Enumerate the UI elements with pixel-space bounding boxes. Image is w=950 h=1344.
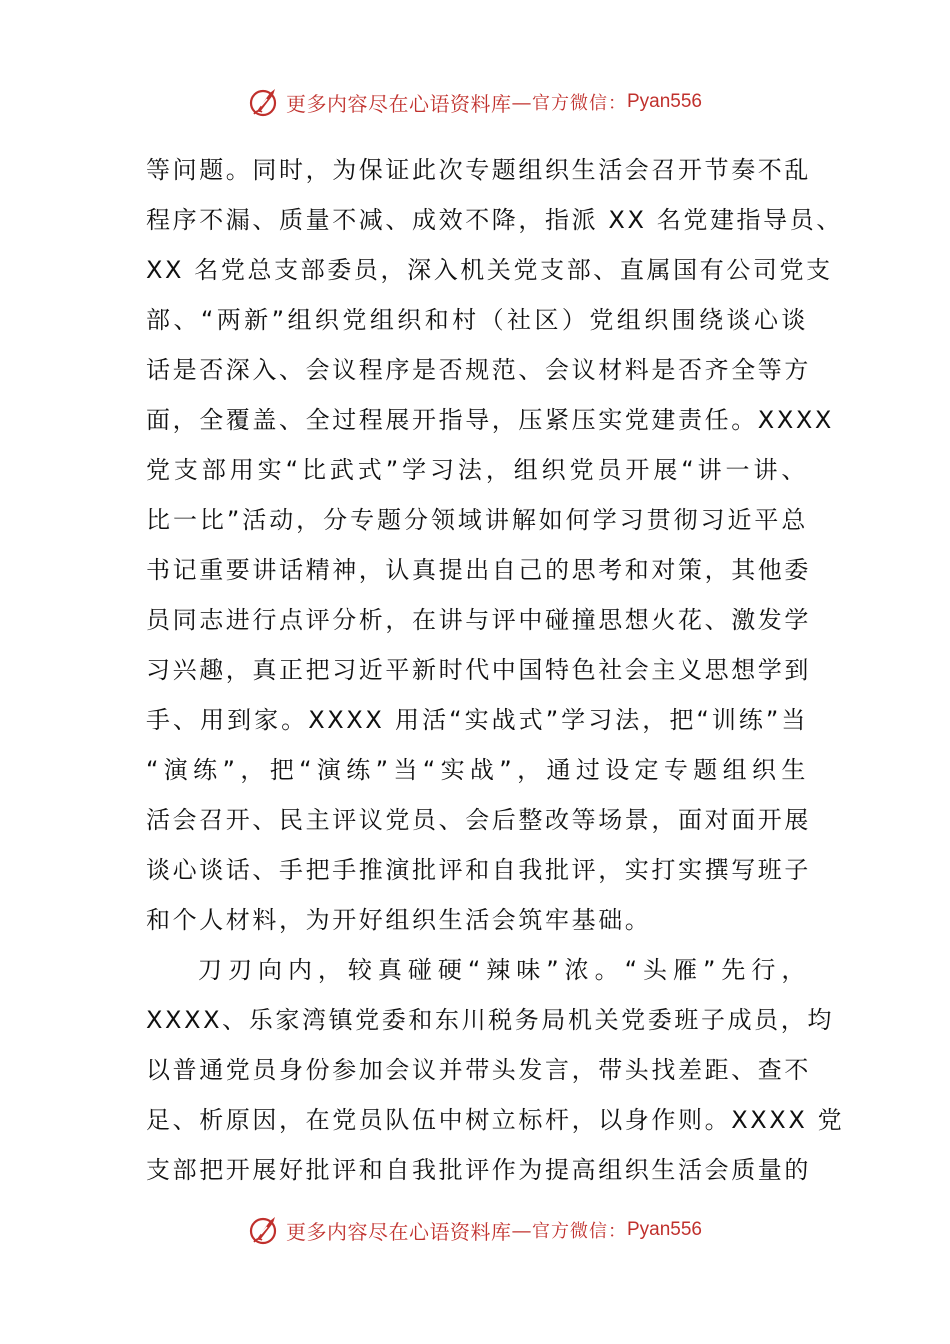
text-line: “演练”，把“演练”当“实战”，通过设定专题组织生	[146, 756, 808, 784]
text-line: XX 名党总支部委员，深入机关党支部、直属国有公司党支	[146, 256, 833, 284]
banner-sub-text: 官方微信：	[531, 93, 627, 114]
text-line: 和个人材料，为开好组织生活会筑牢基础。	[146, 906, 652, 934]
paragraph-1	[146, 145, 843, 945]
text-line: 比一比”活动，分专题分领域讲解如何学习贯彻习近平总	[146, 506, 808, 534]
pen-nib-circle-icon	[248, 85, 282, 119]
banner-main-text: 更多内容尽在心语资料库	[285, 1219, 512, 1244]
text-line: 手、用到家。XXXX 用活“实战式”学习法，把“训练”当	[146, 706, 808, 734]
banner-sub-text: 官方微信：	[531, 1221, 627, 1242]
text-line: 程序不漏、质量不减、成效不降，指派 XX 名党建指导员、	[146, 206, 843, 234]
text-line: 活会召开、民主评议党员、会后整改等场景，面对面开展	[146, 806, 811, 834]
text-line: XXXX、乐家湾镇党委和东川税务局机关党委班子成员，均	[146, 1006, 834, 1034]
text-line: 书记重要讲话精神，认真提出自己的思考和对策，其他委	[146, 556, 811, 584]
text-line: 谈心谈话、手把手推演批评和自我批评，实打实撰写班子	[146, 856, 811, 884]
text-line: 面，全覆盖、全过程展开指导，压紧压实党建责任。XXXX	[146, 406, 834, 434]
text-line: 党支部用实“比武式”学习法，组织党员开展“讲一讲、	[146, 456, 808, 484]
header-banner	[0, 82, 950, 122]
text-line: 刀刃向内，较真碰硬“辣味”浓。“头雁”先行，	[198, 956, 808, 984]
banner-wechat-id: Pyan556	[626, 1219, 702, 1240]
text-line: 员同志进行点评分析，在讲与评中碰撞思想火花、激发学	[146, 606, 811, 634]
text-line: 支部把开展好批评和自我批评作为提高组织生活会质量的	[146, 1156, 811, 1184]
banner-dash: —	[511, 90, 532, 114]
pen-nib-circle-icon	[248, 1213, 282, 1247]
banner-dash: —	[511, 1218, 532, 1242]
text-line: 足、析原因，在党员队伍中树立标杆，以身作则。XXXX 党	[146, 1106, 845, 1134]
text-line: 以普通党员身份参加会议并带头发言，带头找差距、查不	[146, 1056, 811, 1084]
body-text	[146, 145, 845, 1195]
text-line: 话是否深入、会议程序是否规范、会议材料是否齐全等方	[146, 356, 811, 384]
footer-banner	[0, 1210, 950, 1250]
text-line: 习兴趣，真正把习近平新时代中国特色社会主义思想学到	[146, 656, 811, 684]
text-line: 部、“两新”组织党组织和村（社区）党组织围绕谈心谈	[146, 306, 808, 334]
banner-main-text: 更多内容尽在心语资料库	[285, 91, 512, 116]
paragraph-2	[146, 945, 845, 1195]
text-line: 等问题。同时，为保证此次专题组织生活会召开节奏不乱	[146, 156, 811, 184]
banner-wechat-id: Pyan556	[626, 91, 702, 112]
